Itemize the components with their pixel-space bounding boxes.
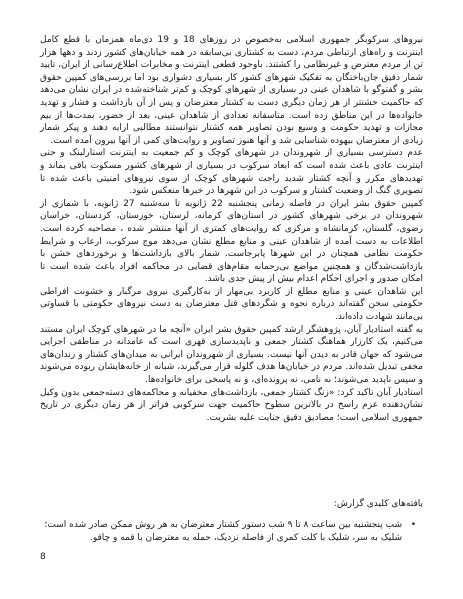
paragraph-1: نیروهای سرکوبگر جمهوری اسلامی به‌خصوص در روزهای 18 و 19 دی‌ماه همزمان با قطع کامل اینترنت و راه‌های ارتباطی مردم، دست به کشتاری بی‌سابقه در همه خیابان‌های کشور زدند و دهها هزار تن از مردم معترض و غیرنظامی را کشتند. باوجود قطعی اینترنت و مخابرات اطلاع‌رسانی از ایران، تایید شمار دقیق جان‌باختگان به تفکیک شهرهای کشور کار بسیاری دشواری بود اما بررسی‌های کمپین حقوق بشر و گفتوگو با شاهدان عینی در بسیاری از شهرهای کوچک و کم‌تر شناخته‌شده در ایران نشان می‌دهد که حاکمیت خشنتر از هر زمان دیگری دست به کشتار معترضان و پس از آن بازداشت و فشار و تهدید خانواده‌ها در این مناطق زده است. متاسفانه تعدادی از شاهدان عینی، بعد از حضور، بمدت‌ها از بیم مجازات و تهدید حکومت و وسیع بودن تصاویر همه کشتار نتوانستند مطالبی ارایه دهند و پیکر شمار زیادی از معترضان بیهوده شناسایی شد و آنها هنوز تصاویر و روایت‌های کمی از آنها بیرون آمده است. xyxy=(40,35,423,146)
findings-heading: یافته‌های کلیدی گزارش: xyxy=(333,499,423,509)
paragraph-4: این شاهدان عینی و منابع مطلع از کاربرد بی‌مهار از به‌کارگیری نیروی مرگبار و خشونت افراطی حکومتی سخن گفته‌اند درباره نحوه و شگردهای قتل معترضان به دست نیروهای حکومتی با قساوتی بی‌مانند شهادت داده‌اند. xyxy=(40,286,423,323)
findings-list xyxy=(40,519,416,544)
bullet-icon: • xyxy=(410,520,416,530)
paragraph-6: استادیار آبان تاکید کرد: «زنگ کشتار جمعی، بازداشت‌های مخفیانه و محاکمه‌های دسته‌جمعی بدون وکیل نشان‌دهنده عزم راسخ در بالاترین سطوح حاکمیت جهت سرکوبی فراتر از هر زمان دیگری در تاریخ جمهوری اسلامی است؛ مصادیق دقیق جنایت علیه بشریت. xyxy=(40,387,423,423)
page-number: 8 xyxy=(40,552,46,562)
paragraph-3: کمپین حقوق بشر ایران در فاصله زمانی پنجشنبه 22 ژانویه تا سه‌شنبه 27 ژانویه، با شماری از شهروندان در برخی شهرهای کشور در استان‌های کرمانه، لرستان، خوزستان، کردستان، خراسان رضوی، گلستان، کرمانشاه و مرکزی که روایت‌های کمتری از آنها منتشر شده ، مصاحبه کرده است. اطلاعات به دست آمده از شاهدان عینی و منابع مطلع نشان می‌دهد موج سرکوب، ارعاب و شرایط حکومت نظامی همچنان در این شهرها پابرجاست. شمار بالای بازداشت‌ها و برخوردهای خشن با بازداشت‌شدگان و همچنین مواضع بی‌رحمانه مقام‌های قضایی در محاکمه افراد باعث شده است تا امکان صدور و اجرای احکام اعدام بیش از پیش جدی باشد. xyxy=(40,198,423,285)
paragraph-5: به گفته استادیار آبان، پژوهشگر ارشد کمپین حقوق بشر ایران «آنچه ما در شهرهای کوچک ایران مستند می‌کنیم، یک کارزار هماهنگ کشتار جمعی و ناپدیدسازی قهری است که عامدانه در مناطقی اجرایی می‌شود که جهان قادر به دیدن آنها نیست. بسیاری از شهروندان ایرانی به میدان‌های کشتار و زندان‌های مخفی تبدیل شده‌اند. مردم در خیابان‌ها هدف گلوله قرار می‌گیرند، شبانه از خانه‌هایشان ربوده می‌شوند و سپس ناپدید می‌شوند؛ نه نامی، نه پرونده‌ای، و نه پاسخی برای خانواده‌ها. xyxy=(40,324,423,386)
finding-text: شب پنجشنبه بین ساعت ۸ تا ۹ شب دستور کشتار معترضان به هر روش ممکن صادر شده است؛ شلیک به سر، شلیک با کلت کمری از فاصله نزدیک، حمله به معترضان با قمه و چاقو. xyxy=(44,520,402,543)
finding-item xyxy=(40,519,416,544)
report-body xyxy=(40,34,423,424)
paragraph-2: عدم دسترسی بسیاری از شهروندان در شهرهای کوچک و کم جمعیت به اینترنت استارلینک و حتی اینترنت عادی باعث شده است که ابعاد سرکوب در بسیاری از شهرهای کشور مسکوت باقی بماند و تهدیدهای مکرر و آنچه کشتار شدید راحت شهرهای کوچک از سوی نیروهای امنیتی باعث شده تا تصویری گنگ از وضعیت کشتار و سرکوب در این شهرها در خبرها منعکس شود. xyxy=(40,148,423,197)
